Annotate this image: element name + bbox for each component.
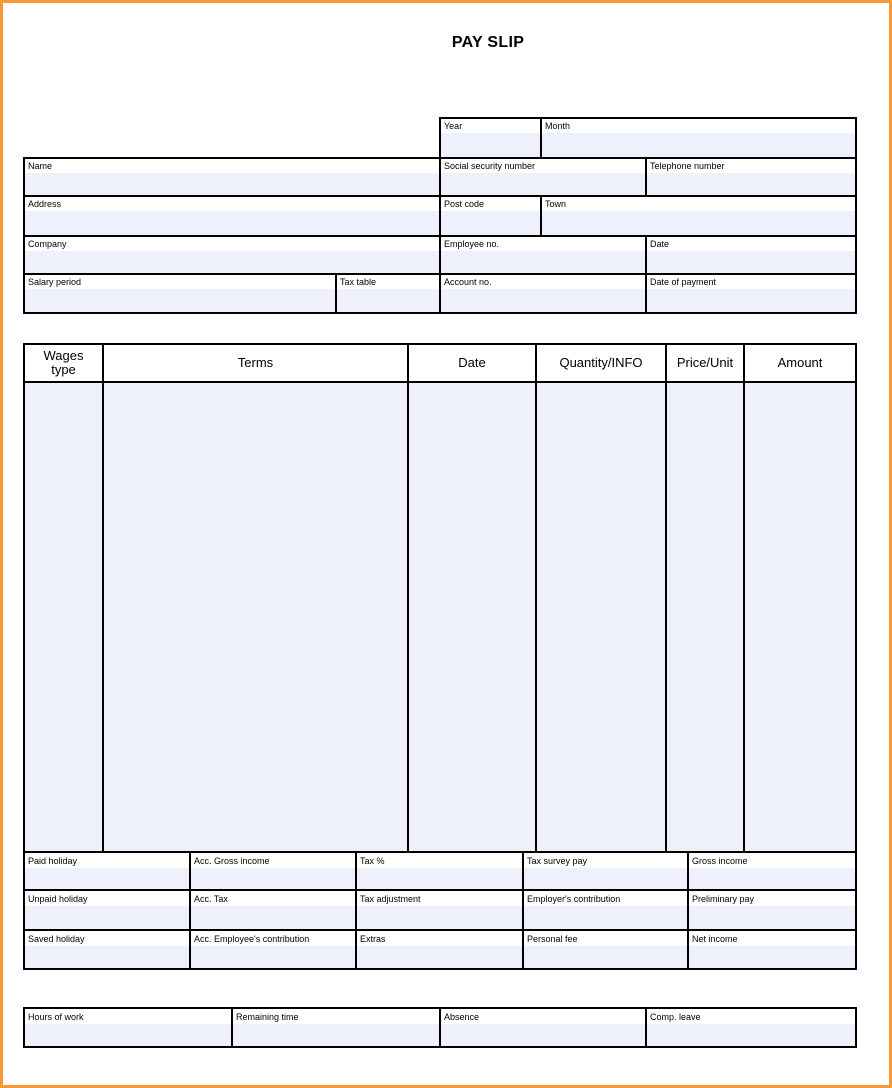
amount-column[interactable]	[745, 383, 855, 851]
grid-line	[23, 851, 25, 970]
grid-line	[855, 1007, 857, 1048]
column-header-date: Date	[409, 345, 535, 381]
grid-line	[23, 1007, 25, 1048]
month-field[interactable]	[541, 118, 856, 158]
account-no-field[interactable]	[440, 274, 646, 314]
grid-line	[23, 343, 25, 853]
grid-line	[24, 851, 857, 853]
grid-line	[522, 851, 524, 970]
name-field[interactable]	[24, 158, 440, 196]
year-field[interactable]	[440, 118, 541, 158]
tax-table-field[interactable]	[336, 274, 440, 314]
grid-line	[439, 1007, 441, 1048]
date-field[interactable]	[646, 236, 856, 274]
grid-line	[540, 117, 542, 158]
date-column[interactable]	[409, 383, 535, 851]
grid-line	[645, 157, 647, 196]
price-unit-column[interactable]	[667, 383, 743, 851]
salary-period-field[interactable]	[24, 274, 336, 314]
grid-line	[535, 343, 537, 853]
net-income-label: Net income	[692, 934, 741, 944]
address-field[interactable]	[24, 196, 440, 236]
paid-holiday-label: Paid holiday	[28, 856, 80, 866]
grid-line	[335, 273, 337, 314]
grid-line	[439, 117, 441, 314]
comp-leave-label: Comp. leave	[650, 1012, 704, 1022]
grid-line	[24, 381, 857, 383]
hours-of-work-field[interactable]	[24, 1009, 232, 1047]
paid-holiday-field[interactable]	[24, 853, 190, 891]
grid-line	[24, 929, 857, 931]
employee-no-label: Employee no.	[444, 239, 502, 249]
unpaid-holiday-label: Unpaid holiday	[28, 894, 91, 904]
preliminary-pay-label: Preliminary pay	[692, 894, 757, 904]
gross-income-label: Gross income	[692, 856, 751, 866]
acc-employees-contribution-field[interactable]	[190, 931, 356, 969]
name-label: Name	[28, 161, 55, 171]
date-label: Date	[650, 239, 672, 249]
column-header-wages-type: Wages type	[25, 345, 102, 381]
grid-line	[24, 889, 857, 891]
page-title: PAY SLIP	[451, 34, 525, 51]
saved-holiday-label: Saved holiday	[28, 934, 88, 944]
remaining-time-field[interactable]	[232, 1009, 440, 1047]
grid-line	[687, 851, 689, 970]
column-header-amount: Amount	[745, 345, 855, 381]
acc-tax-label: Acc. Tax	[194, 894, 231, 904]
column-header-quantity-info: Quantity/INFO	[537, 345, 665, 381]
grid-line	[743, 343, 745, 853]
employers-contribution-field[interactable]	[523, 891, 688, 931]
extras-label: Extras	[360, 934, 389, 944]
grid-line	[23, 157, 25, 314]
company-field[interactable]	[24, 236, 440, 274]
tax-adjustment-field[interactable]	[356, 891, 523, 931]
ssn-label: Social security number	[444, 161, 538, 171]
employers-contribution-label: Employer's contribution	[527, 894, 623, 904]
employee-no-field[interactable]	[440, 236, 646, 274]
personal-fee-field[interactable]	[523, 931, 688, 969]
grid-line	[855, 343, 857, 853]
month-label: Month	[545, 121, 573, 131]
acc-gross-income-label: Acc. Gross income	[194, 856, 273, 866]
column-header-terms: Terms	[104, 345, 407, 381]
grid-line	[24, 968, 857, 970]
salary-period-label: Salary period	[28, 277, 84, 287]
grid-line	[645, 235, 647, 314]
town-field[interactable]	[541, 196, 856, 236]
grid-line	[645, 1007, 647, 1048]
grid-line	[855, 851, 857, 970]
grid-line	[24, 343, 857, 345]
grid-line	[102, 343, 104, 853]
absence-label: Absence	[444, 1012, 482, 1022]
grid-line	[540, 195, 542, 236]
tax-pct-label: Tax %	[360, 856, 388, 866]
grid-line	[355, 851, 357, 970]
telephone-field[interactable]	[646, 158, 856, 196]
grid-line	[407, 343, 409, 853]
personal-fee-label: Personal fee	[527, 934, 581, 944]
acc-employees-contribution-label: Acc. Employee's contribution	[194, 934, 312, 944]
company-label: Company	[28, 239, 70, 249]
tax-adjustment-label: Tax adjustment	[360, 894, 424, 904]
post-code-label: Post code	[444, 199, 487, 209]
year-label: Year	[444, 121, 465, 131]
wages-type-column[interactable]	[25, 383, 102, 851]
absence-field[interactable]	[440, 1009, 646, 1047]
gross-income-field[interactable]	[688, 853, 856, 891]
grid-line	[189, 851, 191, 970]
tax-survey-pay-field[interactable]	[523, 853, 688, 891]
acc-gross-income-field[interactable]	[190, 853, 356, 891]
unpaid-holiday-field[interactable]	[24, 891, 190, 931]
town-label: Town	[545, 199, 569, 209]
grid-line	[231, 1007, 233, 1048]
date-of-payment-label: Date of payment	[650, 277, 719, 287]
address-label: Address	[28, 199, 64, 209]
account-no-label: Account no.	[444, 277, 495, 287]
extras-field[interactable]	[356, 931, 523, 969]
post-code-field[interactable]	[440, 196, 541, 236]
preliminary-pay-field[interactable]	[688, 891, 856, 931]
grid-line	[855, 117, 857, 314]
tax-pct-field[interactable]	[356, 853, 523, 891]
remaining-time-label: Remaining time	[236, 1012, 302, 1022]
saved-holiday-field[interactable]	[24, 931, 190, 969]
terms-column[interactable]	[104, 383, 407, 851]
net-income-field[interactable]	[688, 931, 856, 969]
tax-table-label: Tax table	[340, 277, 379, 287]
quantity-info-column[interactable]	[537, 383, 665, 851]
comp-leave-field[interactable]	[646, 1009, 856, 1047]
ssn-field[interactable]	[440, 158, 646, 196]
date-of-payment-field[interactable]	[646, 274, 856, 314]
telephone-label: Telephone number	[650, 161, 728, 171]
acc-tax-field[interactable]	[190, 891, 356, 931]
grid-line	[440, 117, 857, 119]
column-header-price-unit: Price/Unit	[667, 345, 743, 381]
tax-survey-pay-label: Tax survey pay	[527, 856, 590, 866]
grid-line	[665, 343, 667, 853]
hours-of-work-label: Hours of work	[28, 1012, 87, 1022]
